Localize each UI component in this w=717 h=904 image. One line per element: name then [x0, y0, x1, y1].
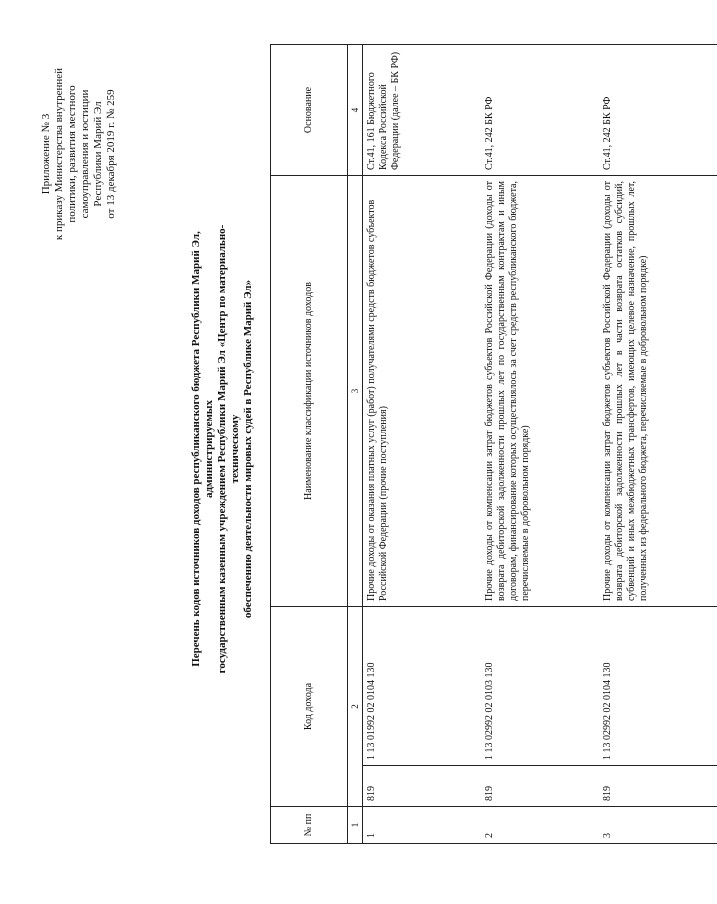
header-code: Код дохода: [271, 607, 348, 807]
row-income-name: Прочие доходы от компенсации затрат бюджетов субъектов Российской Федерации (доходы от возврата дебиторской задолженности прошлых лет в части возврата остатков субсидий, субвенций и иных межбюджетных трансфертов, имеющих целевое назначение, прошлых лет, полученных из федерального бюджета, перечисляемые в добровольном порядке): [599, 176, 717, 607]
title-line: обеспечению деятельности мировых судей в Республике Марий Эл»: [242, 279, 254, 619]
appendix-line: к приказу Министерства внутренней: [53, 67, 65, 241]
row-basis: Ст.41, 242 БК РФ: [599, 45, 717, 176]
title-line: государственным казенным учреждением Республики Марий Эл «Центр по материально-техническому: [216, 224, 241, 674]
title-line: Перечень кодов источников доходов республиканского бюджета Республики Марий Эл, администрируемых: [190, 231, 215, 667]
table-row: [481, 45, 599, 844]
header-basis: Основание: [271, 45, 348, 176]
row-admin-code: 819: [363, 766, 482, 807]
table-row: [599, 45, 717, 844]
row-number: 3: [599, 807, 717, 844]
appendix-line: Республики Марий Эл: [92, 101, 104, 207]
appendix-line: от 13 декабря 2019 г. № 259: [105, 89, 117, 219]
row-income-code: 1 13 02992 02 0103 130: [481, 607, 599, 766]
row-number: 1: [363, 807, 482, 844]
row-number: 2: [481, 807, 599, 844]
row-income-name: Прочие доходы от компенсации затрат бюджетов субъектов Российской Федерации (доходы от возврата дебиторской задолженности прошлых лет по государственным контрактам и иным договорам, финансирование которых осуществлялось за счет средств республиканского бюджета, перечисляемые в добровольном порядке): [481, 176, 599, 607]
appendix-line: самоуправления и юстиции: [79, 89, 91, 219]
row-income-code: 1 13 01992 02 0104 130: [363, 607, 482, 766]
row-admin-code: 819: [599, 766, 717, 807]
row-basis: Ст.41, 242 БК РФ: [481, 45, 599, 176]
header-number: № пп: [271, 807, 348, 844]
colnum-cell: 4: [348, 45, 363, 176]
row-admin-code: 819: [481, 766, 599, 807]
table-row: [363, 45, 482, 844]
appendix-note: [40, 54, 118, 254]
appendix-line: Приложение № 3: [40, 113, 52, 195]
row-income-name: Прочие доходы от оказания платных услуг (работ) получателями средств бюджетов субъектов Российской Федерации (прочие поступления): [363, 176, 482, 607]
colnum-cell: 2: [348, 607, 363, 807]
row-basis: Ст.41, 161 Бюджетного Кодекса Российской Федерации (далее – БК РФ): [363, 45, 482, 176]
row-income-code: 1 13 02992 02 0104 130: [599, 607, 717, 766]
appendix-line: политики, развития местного: [66, 85, 78, 223]
document-title: [190, 214, 255, 684]
header-name: Наименование классификации источников доходов: [271, 176, 348, 607]
colnum-cell: 3: [348, 176, 363, 607]
income-codes-table: [270, 44, 717, 844]
colnum-cell: 1: [348, 807, 363, 844]
